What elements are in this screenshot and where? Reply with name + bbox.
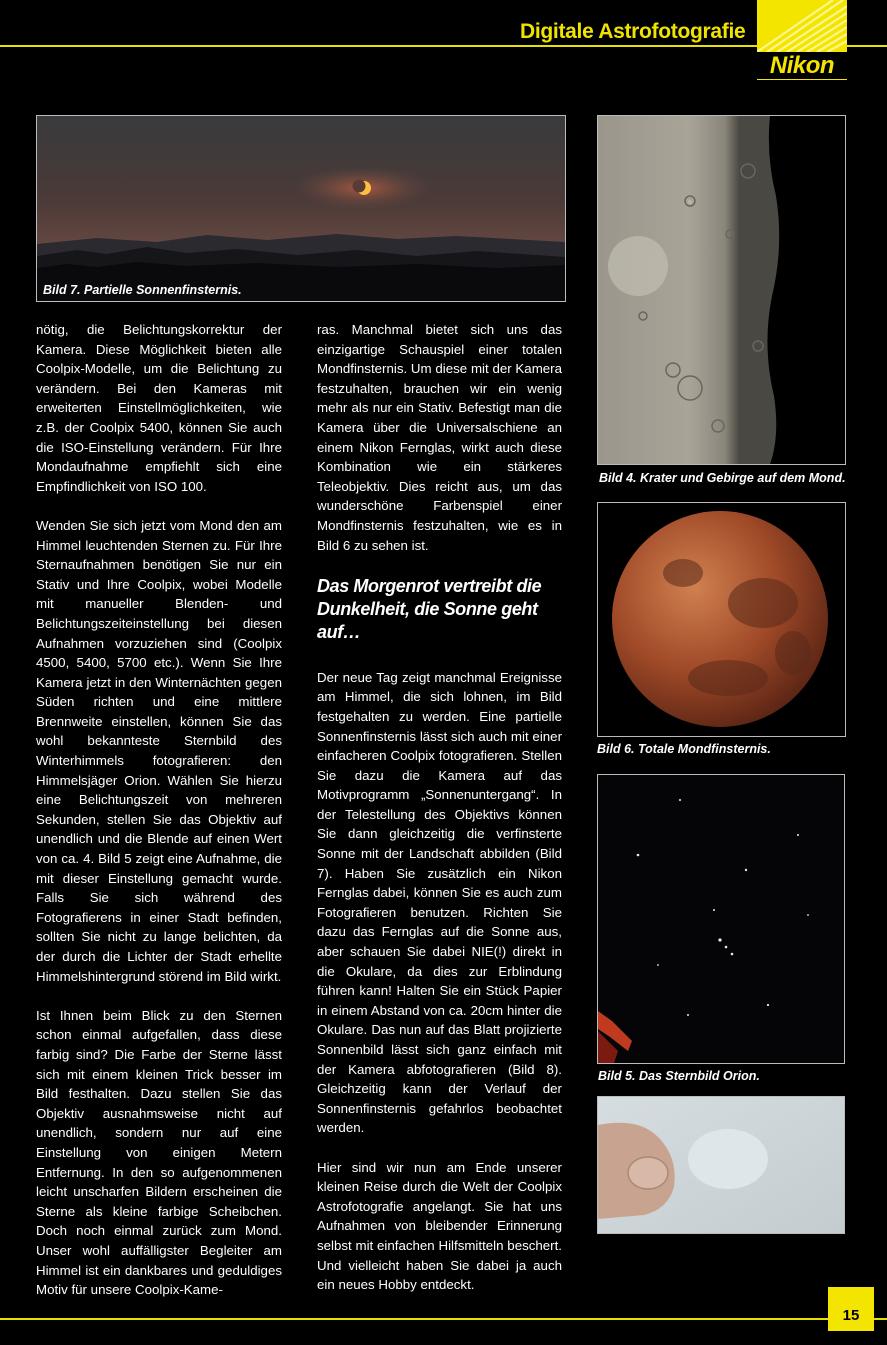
paragraph: Der neue Tag zeigt manchmal Ereignisse am Himmel, die sich lohnen, im Bild festgehalten zu werden. Eine partielle Sonnenfinsternis lässt sich auch mit einer einfacheren Coolpix fotografieren. Stellen Sie dazu die Kamera auf das Motivprogramm „Sonnenuntergang“. In der Telestellung des Objektivs können Sie dann gleichzeitig die verfinsterte Sonne mit der Landschaft abbilden (Bild 7). Haben Sie zusätzlich ein Nikon Fernglas dabei, können Sie es auch zum Fotografieren benutzen. Richten Sie dazu das Fernglas auf die Sonne aus, aber schauen Sie dabei NIE(!) direkt in die Okulare, da dies zur Erblindung führen kann! Halten Sie ein Stück Papier in einem Abstand von ca. 20cm hinter die Okulare. Das nun auf das Blatt projizierte Sonnenbild lässt sich ganz einfach mit der Kamera abfotografieren (Bild 8). Gleichzeitig kann der Verlauf der Sonnenfinsternis gefahrlos beobachtet werden. <box>317 669 562 1136</box>
nikon-logo <box>757 0 847 80</box>
paragraph: Hier sind wir nun am Ende unserer kleinen Reise durch die Welt der Coolpix Astrofotografie angelangt. Sie hat uns Aufnahmen von bleibender Erinnerung selbst mit einfachen Hilfsmitteln beschert. Und vielleicht haben Sie dabei ja auch ein neues Hobby entdeckt. <box>317 1159 562 1293</box>
header-rule <box>0 45 757 47</box>
page-number-text: 15 <box>842 1307 860 1324</box>
page-number <box>828 1287 874 1331</box>
section-title: Digitale Astrofotografie <box>520 20 746 43</box>
paragraph: Ist Ihnen beim Blick zu den Sternen schon einmal aufgefallen, dass diese farbig sind? Die Farbe der Sterne lässt sich mit einem kleinen Trick besser im Bild festhalten. Dazu stellen Sie das Objektiv ausnahmsweise nicht auf unendlich, sondern nur auf eine Einstellung von einigen Metern Entfernung. In den so aufgenommenen leicht unscharfen Bildern erscheinen die Sterne als kleine farbige Scheibchen. Doch noch einmal zurück zum Mond. Unser wohl auffälligster Begleiter am Himmel ist ein dankbares und geduldiges Motiv für unsere Coolpix-Kame- <box>36 1007 282 1298</box>
paragraph: ras. Manchmal bietet sich uns das einzigartige Schauspiel einer totalen Mondfinsternis. Um diese mit der Kamera festzuhalten, brauchen wir ein wenig mehr als nur ein Stativ. Befestigt man die Kamera über die Universalschiene an einem Nikon Fernglas, wirkt auch diese Kombination wie ein stärkeres Teleobjektiv. Dies reicht aus, um das wunderschöne Farbenspiel einer Mondfinsternis festzuhalten, wie es in Bild 6 zu sehen ist. <box>317 322 562 553</box>
photo-moon-craters <box>597 115 846 465</box>
photo-sun-projection <box>597 1096 845 1234</box>
footer-rule <box>0 1318 887 1320</box>
brand-name: Nikon <box>757 52 847 79</box>
header-rule-right <box>847 45 887 47</box>
paragraph: nötig, die Belichtungskorrektur der Kamera. Diese Möglichkeit bieten alle Coolpix-Modelle, um die Belichtung zu verändern. Bei den Kameras mit erweiterten Einstellmöglichkeiten, wie z.B. der Coolpix 5400, können Sie auch die ISO-Einstellung verändern. Für Ihre Mondaufnahme empfiehlt sich eine Empfindlichkeit von ISO 100. <box>36 322 282 494</box>
section-heading: Das Morgenrot vertreibt die Dunkelheit, die Sonne geht auf… <box>317 575 542 642</box>
article-column-1 <box>36 320 282 1300</box>
caption-bild7: Bild 7. Partielle Sonnenfinsternis. <box>43 283 242 297</box>
article-column-2 <box>317 320 562 1295</box>
caption-bild4: Bild 4. Krater und Gebirge auf dem Mond. <box>599 471 846 485</box>
photo-orion-constellation <box>597 774 845 1064</box>
paragraph: Wenden Sie sich jetzt vom Mond den am Himmel leuchtenden Sternen zu. Für Ihre Sternaufnahmen benötigen Sie nur ein Stativ und Ihre Coolpix, wobei Modelle mit manueller Blenden- und Belichtungszeiteinstellung bei diesen Aufnahmen vorzuziehen sind (Coolpix 4500, 5400, 5700 etc.). Wenn Sie Ihre Kamera jetzt in den Winternächten gegen Süden richten und eine mittlere Brennweite einstellen, können Sie das wohl bekannteste Sternbild des Winterhimmels fotografieren: den Himmelsjäger Orion. Wählen Sie hierzu eine Belichtungszeit von mehreren Sekunden, stellen Sie das Objektiv auf unendlich und die Blende auf einen Wert von ca. 4. Bild 5 zeigt eine Aufnahme, die mit dieser Einstellung gemacht wurde. Falls Sie sich während des Fotografierens in einer Stadt befinden, sollten Sie nicht zu lange belichten, da der durch die Lichter der Stadt erhellte Himmelshintergrund störend im Bild wirkt. <box>36 517 282 984</box>
caption-bild5: Bild 5. Das Sternbild Orion. <box>598 1069 760 1083</box>
caption-bild6: Bild 6. Totale Mondfinsternis. <box>597 742 771 756</box>
photo-total-lunar-eclipse <box>597 502 846 737</box>
photo-partial-solar-eclipse <box>36 115 566 302</box>
